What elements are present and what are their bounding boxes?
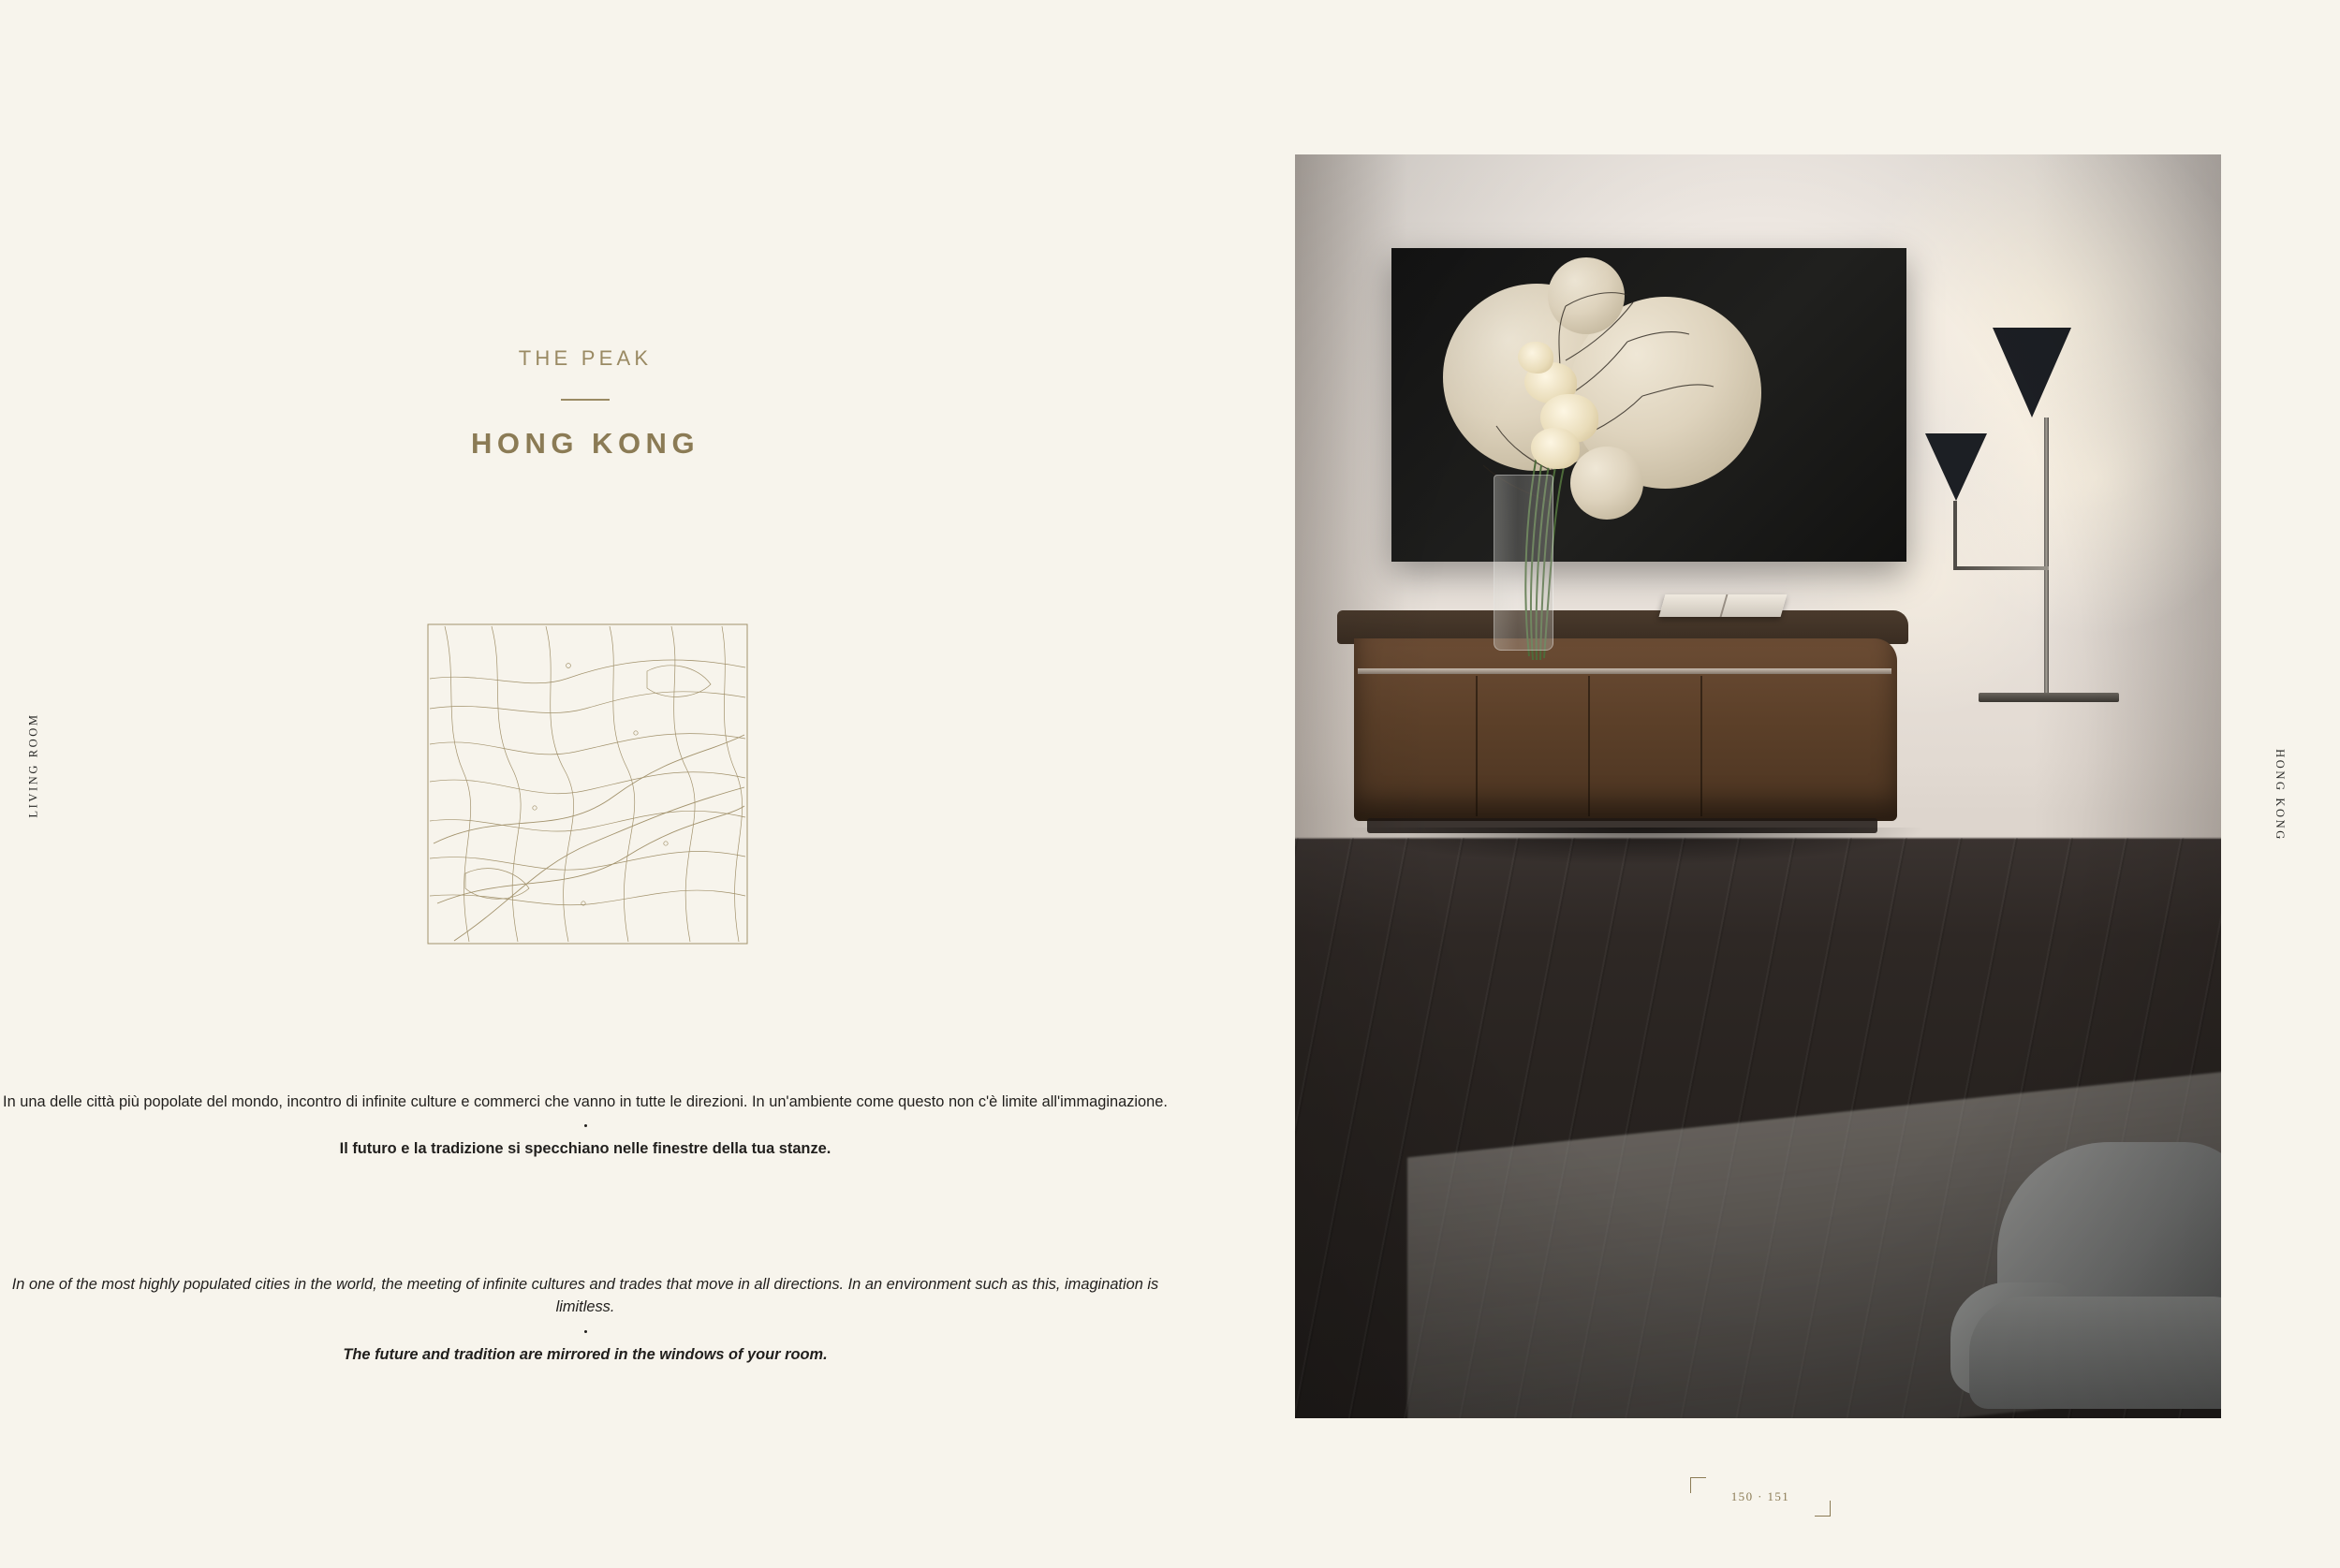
floor-lamp-tall-shade	[1993, 328, 2071, 418]
sideboard-metal-strip	[1358, 668, 1891, 674]
wall-artwork	[1391, 248, 1906, 562]
title-divider	[561, 399, 610, 401]
floor-lamp-small-shade	[1925, 433, 1987, 501]
artwork-branch-lines	[1391, 248, 1906, 562]
page-kicker: THE PEAK	[518, 346, 653, 370]
flower-bloom	[1518, 342, 1553, 374]
interior-photograph	[1295, 154, 2221, 1418]
body-copy-italian	[0, 1091, 1170, 1161]
sideboard-door-seam	[1588, 676, 1590, 816]
title-block	[0, 346, 1170, 461]
folio	[1690, 1477, 1831, 1517]
wooden-sideboard	[1337, 610, 1908, 844]
flower-bloom	[1531, 428, 1580, 469]
glass-vase	[1494, 475, 1553, 651]
sideboard-door-seam	[1700, 676, 1702, 816]
wall-shading-right	[2034, 154, 2221, 838]
copy-separator-dot	[584, 1330, 587, 1333]
copy-italian-lead: In una delle città più popolate del mondo, incontro di infinite culture e commerci che vanno in tutte le direzioni. In un'ambiente come questo non c'è limite all'immaginazione.	[3, 1093, 1168, 1110]
floor-lamp-small-pole	[1953, 501, 1957, 570]
copy-english-bold: The future and tradition are mirrored in the windows of your room.	[343, 1345, 828, 1363]
floor-lamp-small-arm	[1955, 566, 2049, 570]
page-title: HONG KONG	[470, 426, 700, 460]
page-numbers: 150 · 151	[1730, 1489, 1790, 1503]
floor-lamp-tall-base	[1979, 693, 2119, 702]
copy-english-lead: In one of the most highly populated cities in the world, the meeting of infinite cultures and trades that move in all directions. In an environment such as this, imagination is limitless.	[11, 1276, 1159, 1316]
map-illustration	[426, 623, 749, 945]
crop-mark-bottom-right-icon	[1815, 1501, 1831, 1517]
open-book	[1659, 594, 1788, 617]
copy-separator-dot	[584, 1124, 587, 1127]
body-copy-english	[0, 1273, 1170, 1366]
floor-lamp-tall-pole	[2044, 418, 2049, 698]
copy-italian-bold: Il futuro e la tradizione si specchiano nelle finestre della tua stanze.	[339, 1140, 832, 1158]
armchair	[1950, 1142, 2221, 1418]
sideboard-body	[1354, 638, 1897, 821]
sideboard-door-seam	[1476, 676, 1478, 816]
right-page-vertical-label: HONG KONG	[2273, 749, 2287, 842]
left-page-vertical-label: LIVING ROOM	[26, 712, 40, 818]
armchair-seat	[1969, 1297, 2221, 1409]
